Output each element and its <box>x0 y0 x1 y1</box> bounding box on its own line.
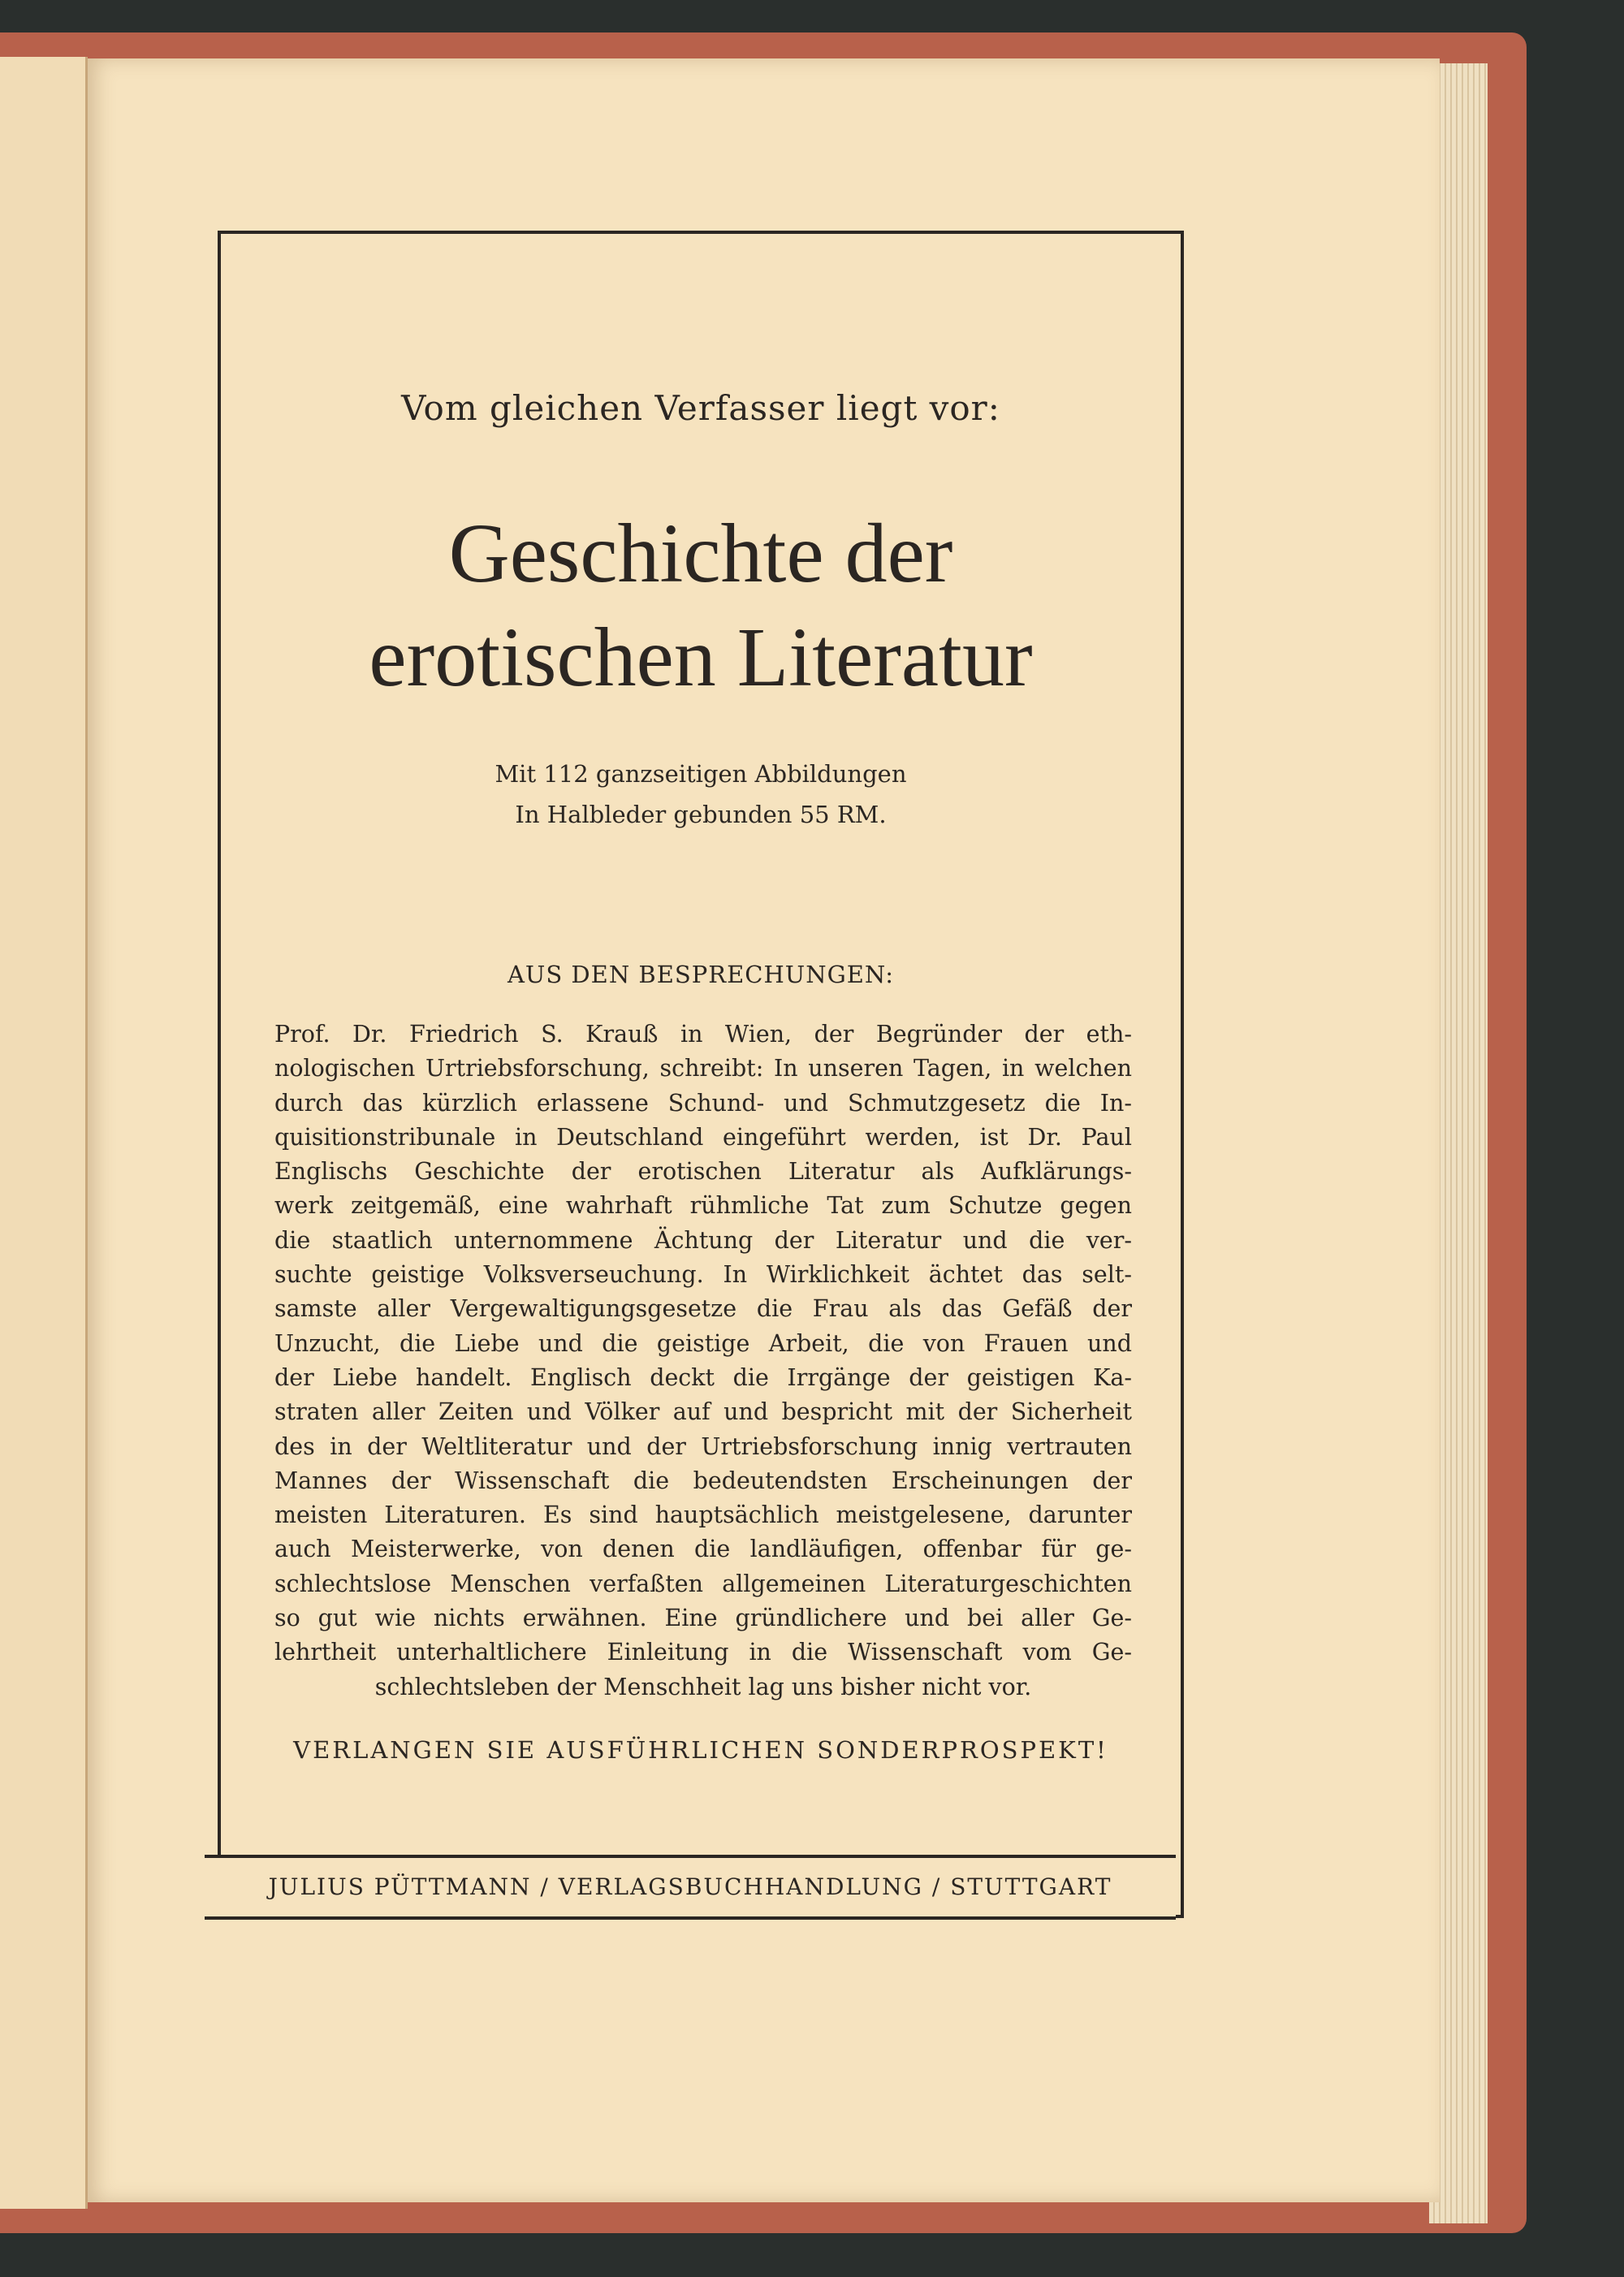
review-line: durch das kürzlich erlassene Schund- und Schmutzgesetz die In- <box>274 1089 1132 1117</box>
illustrations-note: Mit 112 ganzseitigen Abbildungen <box>495 760 907 788</box>
review-text <box>274 1018 1132 1705</box>
review-line: quisitionstribunale in Deutschland eingeführt werden, ist Dr. Paul <box>274 1123 1132 1151</box>
review-line: so gut wie nichts erwähnen. Eine gründlichere und bei aller Ge- <box>274 1605 1132 1632</box>
review-line: Unzucht, die Liebe und die geistige Arbeit, die von Frauen und <box>274 1329 1132 1357</box>
book-title <box>221 502 1181 710</box>
review-line: die staatlich unternommene Ächtung der Literatur und die ver- <box>274 1226 1132 1254</box>
review-line: suchte geistige Volksverseuchung. In Wirklichkeit ächtet das selt- <box>274 1261 1132 1289</box>
book-title-line-2: erotischen Literatur <box>369 611 1033 704</box>
review-line: Mannes der Wissenschaft die bedeutendsten Erscheinungen der <box>274 1467 1132 1494</box>
review-line: schlechtsleben der Menschheit lag uns bisher nicht vor. <box>374 1673 1032 1700</box>
review-line: lehrtheit unterhaltlichere Einleitung in die Wissenschaft vom Ge- <box>274 1639 1132 1666</box>
review-line: Englischs Geschichte der erotischen Literatur als Aufklärungs- <box>274 1158 1132 1186</box>
review-line: meisten Literaturen. Es sind hauptsächlich meistgelesene, darunter <box>274 1501 1132 1529</box>
book-details <box>221 754 1181 835</box>
review-line: der Liebe handelt. Englisch deckt die Irrgänge der geistigen Ka- <box>274 1363 1132 1391</box>
review-line: schlechtslose Menschen verfaßten allgemeinen Literaturgeschichten <box>274 1570 1132 1597</box>
prospectus-callout: VERLANGEN SIE AUSFÜHRLICHEN SONDERPROSPEKT! <box>293 1736 1108 1764</box>
publisher-line: JULIUS PÜTTMANN / VERLAGSBUCHHANDLUNG / STUTTGART <box>205 1855 1176 1920</box>
binding-price: In Halbleder gebunden 55 RM. <box>515 801 887 828</box>
review-line: Prof. Dr. Friedrich S. Krauß in Wien, der Begründer der eth- <box>274 1021 1132 1048</box>
review-line: auch Meisterwerke, von denen die landläufigen, offenbar für ge- <box>274 1536 1132 1563</box>
review-line: des in der Weltliteratur und der Urtriebsforschung innig vertrauten <box>274 1432 1132 1460</box>
review-line: nologischen Urtriebsforschung, schreibt: In unseren Tagen, in welchen <box>274 1055 1132 1082</box>
book-page <box>88 58 1440 2202</box>
left-page-edge <box>0 57 88 2209</box>
review-line: samste aller Vergewaltigungsgesetze die Frau als das Gefäß der <box>274 1295 1132 1323</box>
review-line: werk zeitgemäß, eine wahrhaft rühmliche Tat zum Schutze gegen <box>274 1192 1132 1220</box>
intro-line: Vom gleichen Verfasser liegt vor: <box>401 388 1000 428</box>
book-title-line-1: Geschichte der <box>448 507 953 600</box>
reviews-heading: AUS DEN BESPRECHUNGEN: <box>507 961 895 988</box>
advertisement-frame <box>218 231 1184 1918</box>
review-line: straten aller Zeiten und Völker auf und bespricht mit der Sicherheit <box>274 1398 1132 1426</box>
